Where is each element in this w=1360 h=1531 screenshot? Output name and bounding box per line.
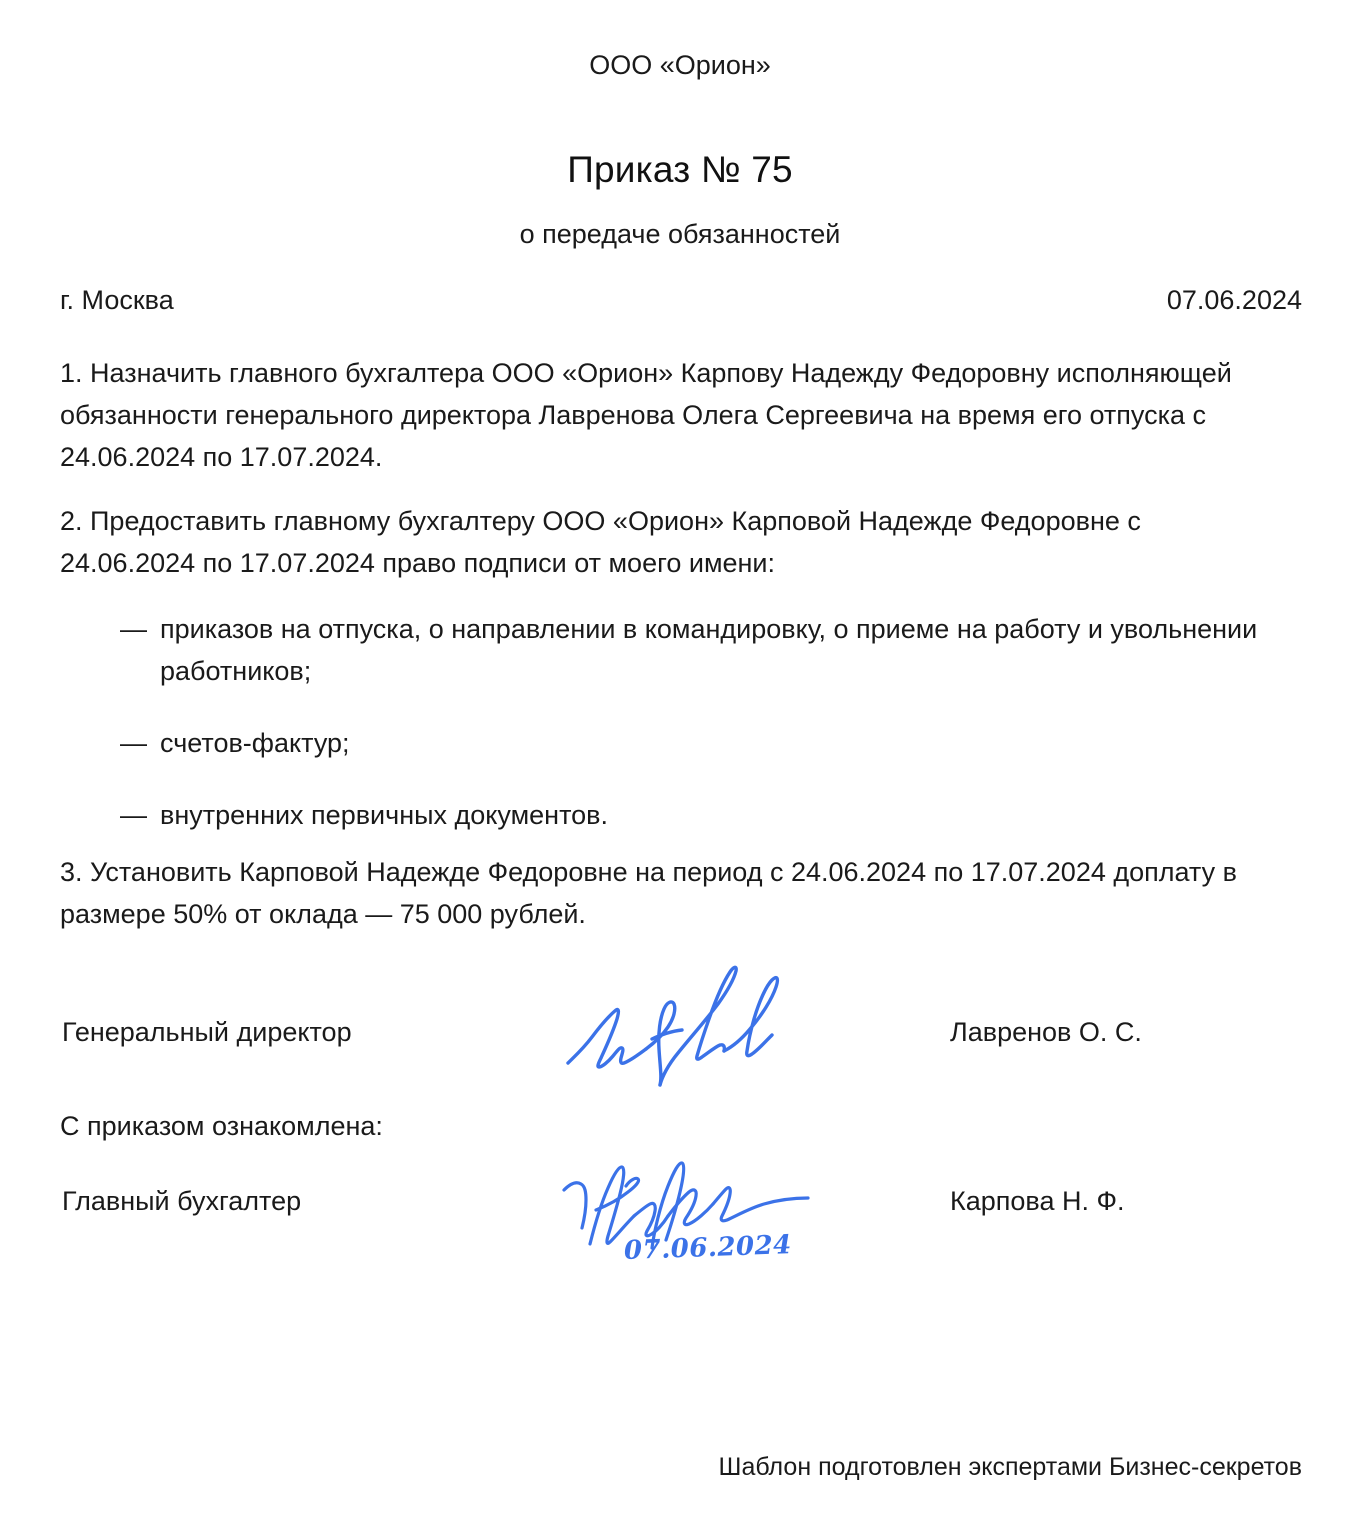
accountant-name-label: Карпова Н. Ф. [950, 1186, 1125, 1216]
meta-row [60, 283, 1302, 317]
director-role-label: Генеральный директор [62, 1017, 352, 1047]
document-subtitle: о передаче обязанностей [519, 219, 841, 249]
signature-row-accountant [62, 1178, 1242, 1224]
list-item-text: счетов-фактур; [160, 728, 350, 758]
list-item-text: внутренних первичных документов. [160, 800, 609, 830]
accountant-role-label: Главный бухгалтер [62, 1186, 302, 1216]
em-dash-icon: — [120, 614, 147, 644]
accountant-handwritten-date: 07.06.2024 [623, 1230, 793, 1266]
city-label: г. Москва [60, 285, 174, 315]
list-item-text: приказов на отпуска, о направлении в командировку, о приеме на работу и увольнении работников; [160, 614, 1258, 686]
em-dash-icon: — [120, 800, 147, 830]
clause-3: 3. Установить Карповой Надежде Федоровне на период с 24.06.2024 по 17.07.2024 доплату в размере 50% от оклада — 75 000 рублей. [60, 857, 1237, 929]
list-item [120, 794, 1260, 836]
clause-1: 1. Назначить главного бухгалтера ООО «Орион» Карпову Надежду Федоровну исполняющей обязанности генерального директора Лавренова Олега Сергеевича на время его отпуска с 24.06.2024 по 17.07.2024. [60, 358, 1232, 472]
document-date: 07.06.2024 [1166, 285, 1302, 315]
clause-2-list [120, 608, 1260, 836]
footer-note: Шаблон подготовлен экспертами Бизнес-секретов [718, 1453, 1302, 1481]
clause-2: 2. Предоставить главному бухгалтеру ООО «Орион» Карповой Надежде Федоровне с 24.06.2024 по 17.07.2024 право подписи от моего имени: [60, 506, 1141, 578]
director-name-label: Лавренов О. С. [950, 1017, 1142, 1047]
signature-row-director [62, 1009, 1242, 1055]
acknowledgement-label: С приказом ознакомлена: [60, 1111, 383, 1141]
page-title: Приказ № 75 [567, 149, 793, 190]
em-dash-icon: — [120, 728, 147, 758]
organization-name: ООО «Орион» [589, 50, 771, 80]
list-item [120, 608, 1260, 692]
list-item [120, 722, 1260, 764]
